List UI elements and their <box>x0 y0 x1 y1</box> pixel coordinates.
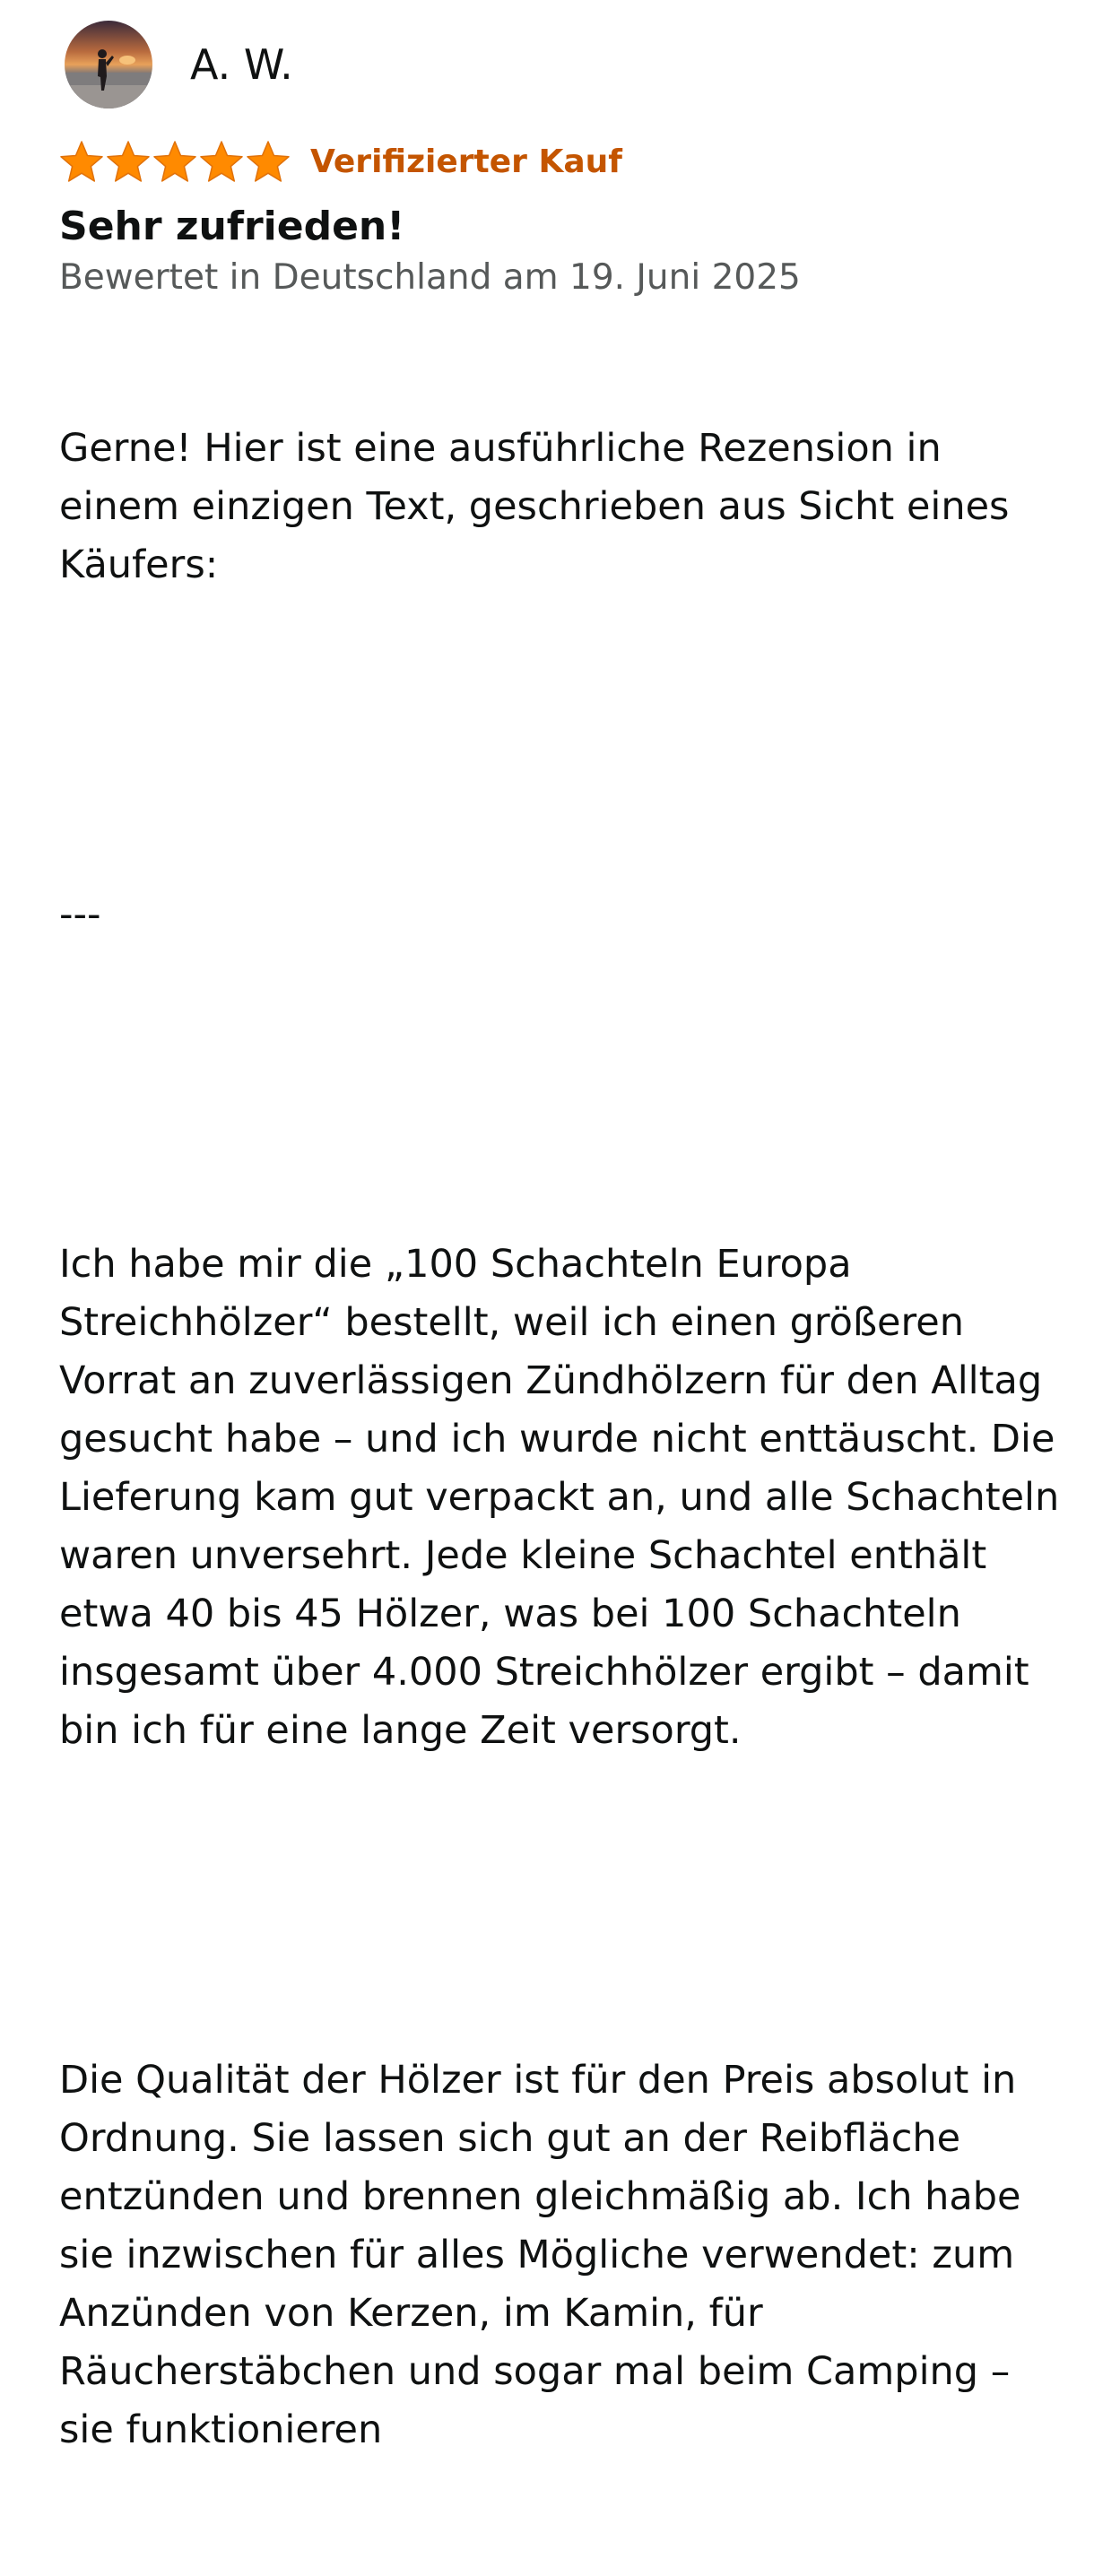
review-paragraph: Gerne! Hier ist eine ausführliche Rezension in einem einzigen Text, geschrieben aus Sicht eines Käufers: <box>59 425 1022 587</box>
review-body <box>59 303 1072 2576</box>
review-card <box>59 16 1072 2576</box>
rating-row <box>59 136 1064 188</box>
paragraph-gap <box>59 711 1064 769</box>
avatar-photo-icon <box>65 21 152 108</box>
reviewer-header <box>65 16 1064 113</box>
review-paragraph: Die Qualität der Hölzer ist für den Preis absolut in Ordnung. Sie lassen sich gut an der Reibfläche entzünden und brennen gleichmäßig ab. Ich habe sie inzwischen für alles Mögliche verwendet: zum Anzünden von Kerzen, im Kamin, für Räucherstäbchen und sogar mal beim Camping – sie funktionieren <box>59 2057 1034 2452</box>
star-rating[interactable] <box>59 140 291 185</box>
review-paragraph: Ich habe mir die „100 Schachteln Europa Streichhölzer“ bestellt, weil ich einen größeren Vorrat an zuverlässigen Zündhölzern für den Alltag gesucht habe – und ich wurde nicht enttäuscht. Die Lieferung kam gut verpackt an, und alle Schachteln waren unversehrt. Jede kleine Schachtel enthält etwa 40 bis 45 Hölzer, was bei 100 Schachteln insgesamt über 4.000 Streichhölzer ergibt – damit bin ich für eine lange Zeit versorgt. <box>59 1241 1072 1753</box>
verified-purchase-badge: Verifizierter Kauf <box>310 143 622 180</box>
star-icon <box>106 140 151 185</box>
review-title[interactable]: Sehr zufrieden! <box>59 204 405 249</box>
paragraph-gap <box>59 1061 1064 1119</box>
paragraph-gap <box>59 1877 1064 1935</box>
reviewer-name[interactable]: A. W. <box>190 40 293 89</box>
star-icon <box>199 140 244 185</box>
review-date: Bewertet in Deutschland am 19. Juni 2025 <box>59 257 801 299</box>
star-icon <box>152 140 197 185</box>
avatar[interactable] <box>65 21 152 108</box>
star-icon <box>246 140 291 185</box>
star-icon <box>59 140 104 185</box>
review-separator: --- <box>59 891 101 937</box>
